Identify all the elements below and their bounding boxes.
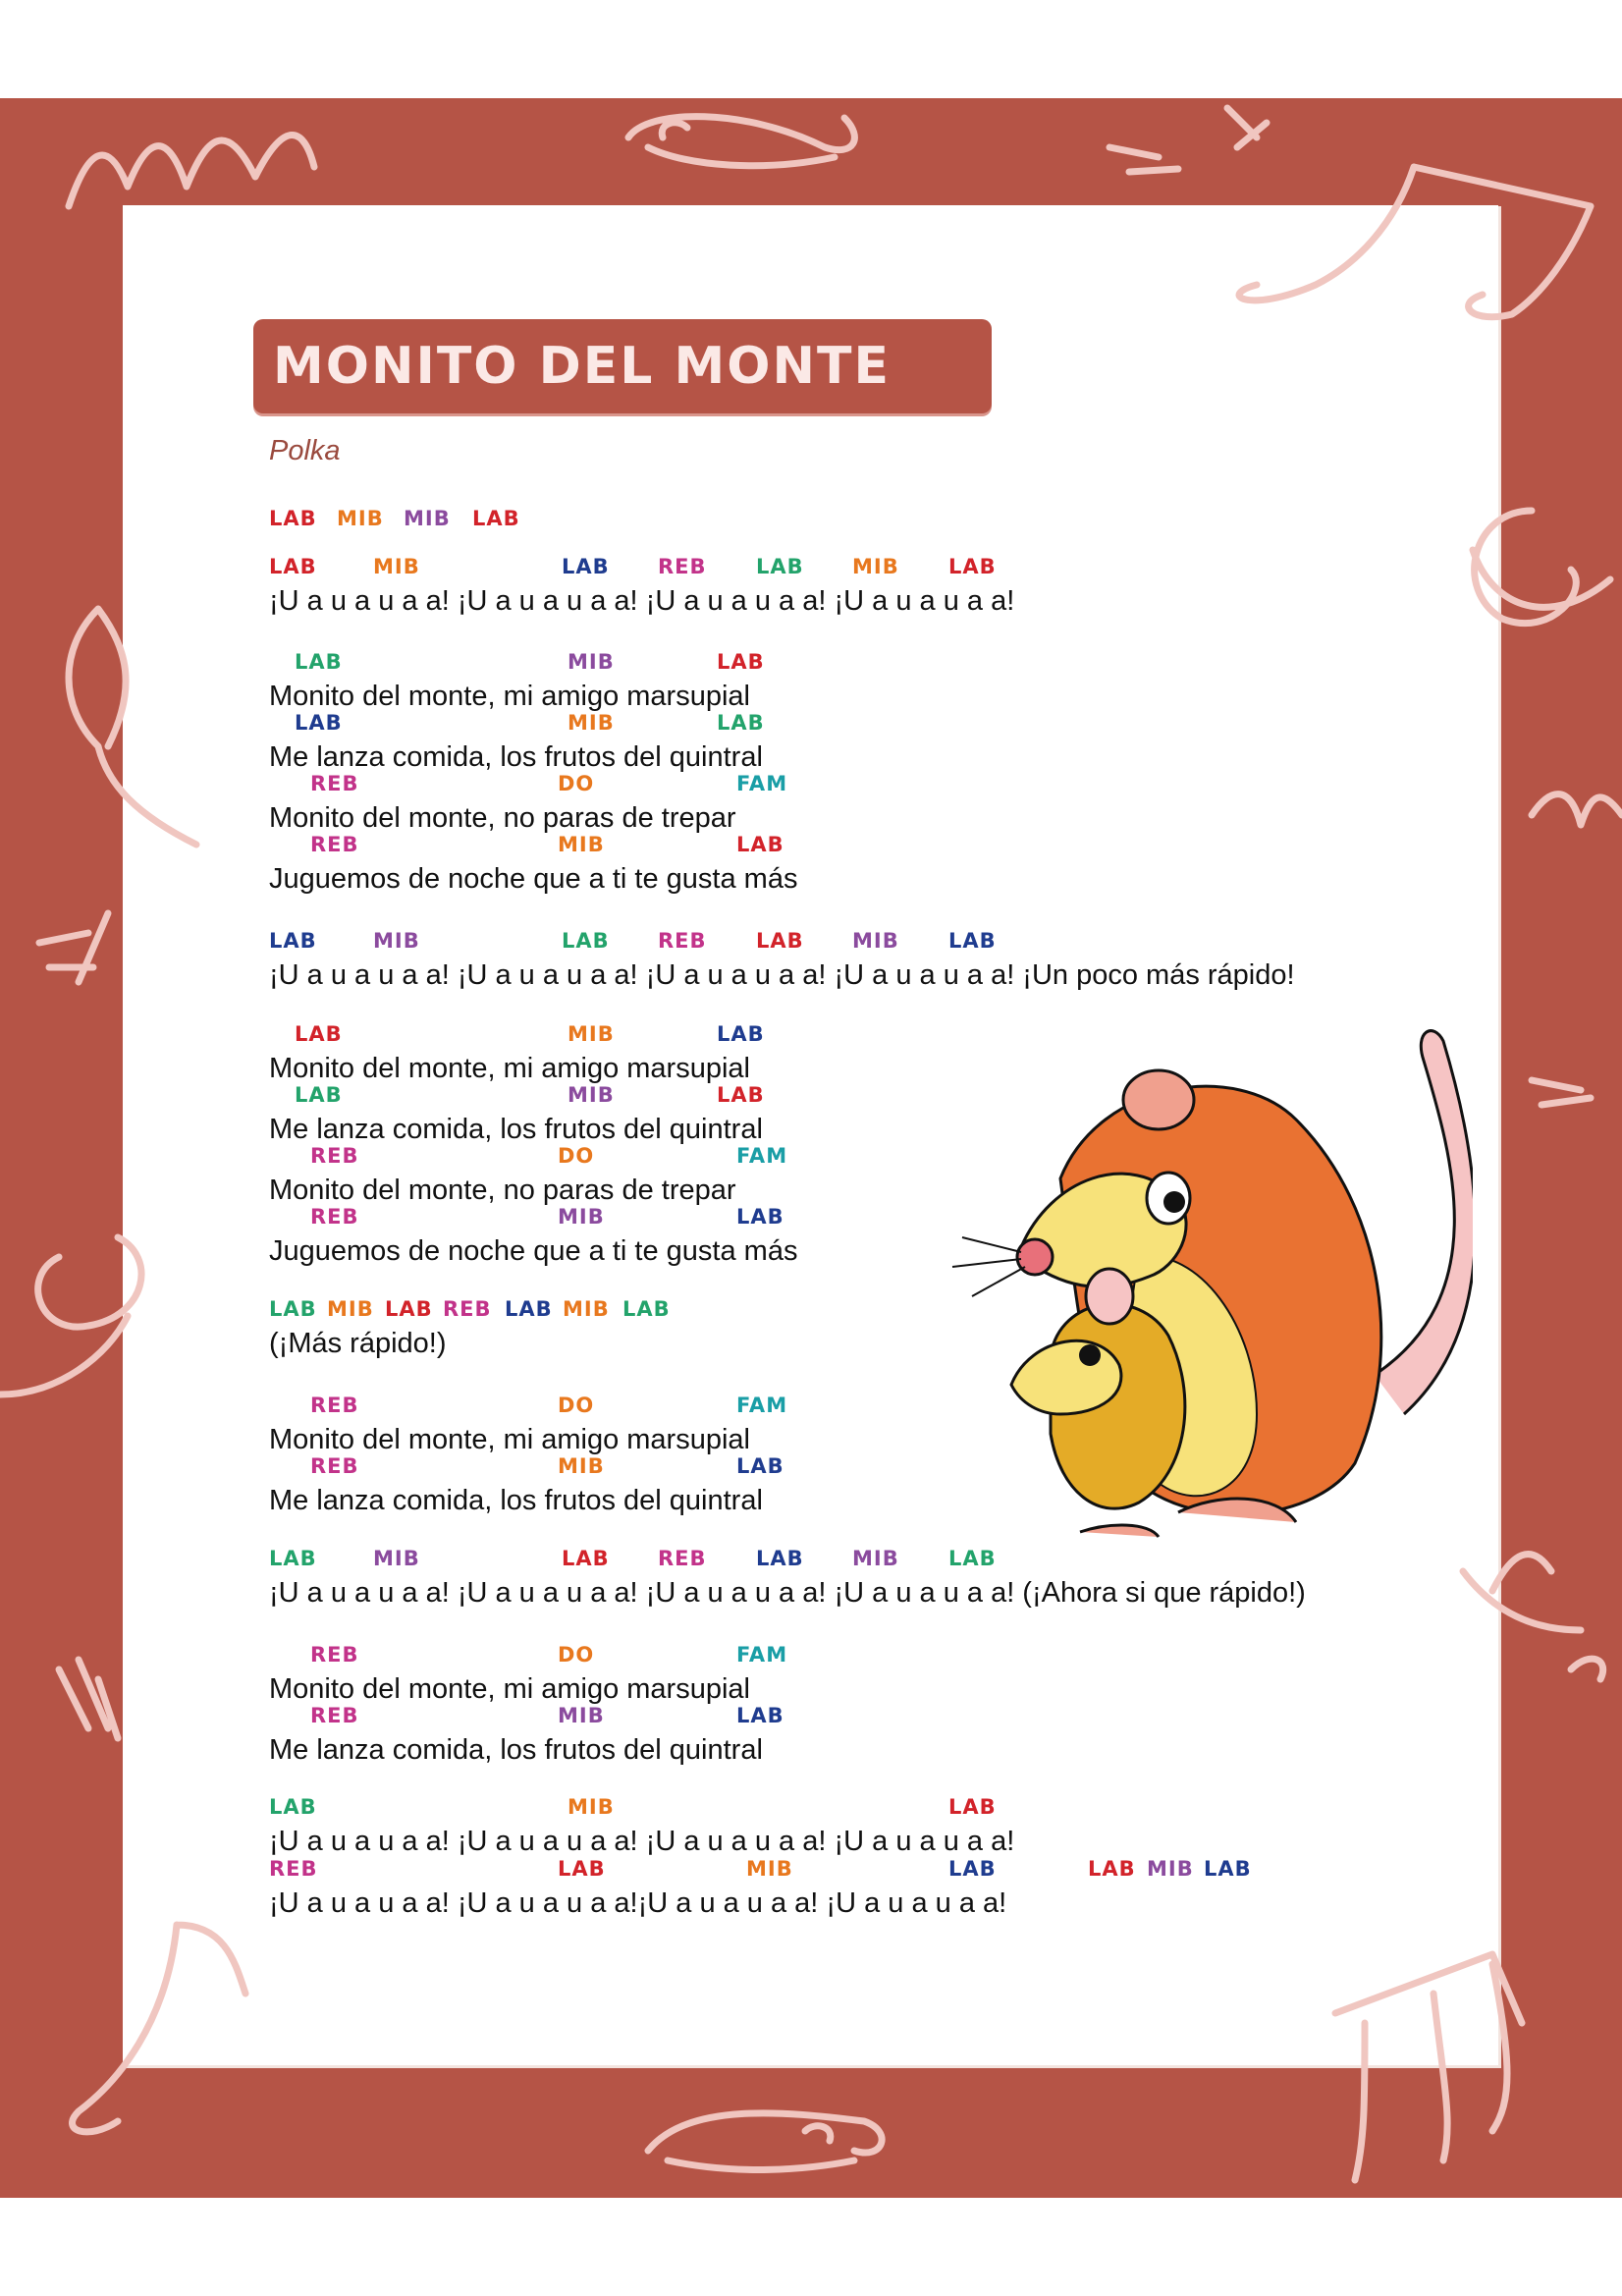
song-style: Polka (269, 435, 341, 466)
chord-label: REB (658, 555, 707, 578)
chord-label: LAB (736, 1205, 784, 1229)
pupil (1163, 1191, 1185, 1213)
chord-label: LAB (295, 1022, 343, 1046)
chord-label: MIB (558, 1205, 605, 1229)
chord-label: LAB (269, 1547, 317, 1570)
chord-label: LAB (295, 650, 343, 674)
chord-label: FAM (736, 772, 788, 795)
lyric-line: Juguemos de noche que a ti te gusta más (269, 1235, 798, 1267)
chord-label: REB (310, 1144, 359, 1168)
baby-face (1011, 1340, 1121, 1414)
chord-label: LAB (269, 1297, 317, 1321)
chord-label: MIB (327, 1297, 374, 1321)
chord-label: MIB (563, 1297, 610, 1321)
chord-label: REB (269, 1857, 318, 1881)
chord-label: MIB (1147, 1857, 1194, 1881)
baby-eye (1079, 1344, 1101, 1366)
lyric-line: Me lanza comida, los frutos del quintral (269, 1114, 763, 1145)
lyric-line: (¡Más rápido!) (269, 1328, 447, 1359)
chord-label: FAM (736, 1643, 788, 1667)
chord-label: LAB (562, 1547, 610, 1570)
ear (1123, 1070, 1194, 1129)
intro-chord: MIB (337, 507, 384, 530)
chord-label: DO (558, 1144, 595, 1168)
chord-label: REB (310, 1643, 359, 1667)
chord-label: LAB (717, 1022, 765, 1046)
chord-label: LAB (948, 1795, 997, 1819)
chord-label: MIB (568, 711, 615, 735)
chord-label: LAB (948, 929, 997, 953)
chord-label: MIB (746, 1857, 793, 1881)
lyric-line: Monito del monte, mi amigo marsupial (269, 681, 750, 712)
chord-label: LAB (385, 1297, 433, 1321)
chord-label: LAB (295, 711, 343, 735)
chord-label: MIB (558, 1454, 605, 1478)
chord-label: DO (558, 772, 595, 795)
page-title: MONITO DEL MONTE (273, 337, 891, 396)
chord-label: LAB (736, 1704, 784, 1727)
intro-chord: LAB (472, 507, 520, 530)
intro-chord: LAB (269, 507, 317, 530)
chord-label: REB (658, 1547, 707, 1570)
chord-label: MIB (568, 1795, 615, 1819)
chord-label: REB (310, 1205, 359, 1229)
lyric-line: Me lanza comida, los frutos del quintral (269, 1734, 763, 1766)
chord-label: MIB (568, 650, 615, 674)
chord-label: LAB (269, 555, 317, 578)
lyric-line: ¡U a u a u a a! ¡U a u a u a a! ¡U a u a u a a! ¡U a u a u a a! ¡Un poco más rápido! (269, 959, 1295, 991)
chord-label: LAB (562, 929, 610, 953)
chord-label: LAB (756, 929, 804, 953)
chord-label: LAB (622, 1297, 671, 1321)
chord-label: FAM (736, 1394, 788, 1417)
chord-label: MIB (373, 929, 420, 953)
chord-label: LAB (736, 1454, 784, 1478)
chord-label: REB (310, 1394, 359, 1417)
lyric-line: Juguemos de noche que a ti te gusta más (269, 863, 798, 895)
lyric-line: Monito del monte, no paras de trepar (269, 802, 736, 834)
chord-label: LAB (562, 555, 610, 578)
chord-label: REB (658, 929, 707, 953)
intro-chord: MIB (404, 507, 451, 530)
chord-label: LAB (1204, 1857, 1252, 1881)
lyric-line: ¡U a u a u a a! ¡U a u a u a a! ¡U a u a u a a! ¡U a u a u a a! (¡Ahora si que rápido!) (269, 1577, 1306, 1609)
lyric-line: Me lanza comida, los frutos del quintral (269, 741, 763, 773)
lyric-line: ¡U a u a u a a! ¡U a u a u a a! ¡U a u a u a a! ¡U a u a u a a! (269, 585, 1015, 617)
chord-label: MIB (568, 1083, 615, 1107)
baby-ear (1086, 1269, 1133, 1324)
chord-label: MIB (558, 1704, 605, 1727)
lyric-line: Monito del monte, no paras de trepar (269, 1175, 736, 1206)
chord-label: LAB (295, 1083, 343, 1107)
chord-label: LAB (717, 711, 765, 735)
chord-label: LAB (736, 833, 784, 856)
lyric-line: Monito del monte, mi amigo marsupial (269, 1424, 750, 1455)
chord-label: MIB (852, 929, 899, 953)
monito-del-monte-illustration (943, 1002, 1473, 1552)
chord-label: MIB (852, 555, 899, 578)
chord-label: MIB (558, 833, 605, 856)
lyric-line: Me lanza comida, los frutos del quintral (269, 1485, 763, 1516)
chord-label: LAB (948, 1547, 997, 1570)
chord-label: LAB (558, 1857, 606, 1881)
chord-label: MIB (568, 1022, 615, 1046)
chord-label: REB (310, 1704, 359, 1727)
nose (1017, 1239, 1053, 1275)
chord-label: REB (310, 833, 359, 856)
chord-label: FAM (736, 1144, 788, 1168)
chord-label: LAB (269, 1795, 317, 1819)
chord-label: REB (310, 772, 359, 795)
chord-label: DO (558, 1643, 595, 1667)
chord-label: LAB (948, 555, 997, 578)
chord-label: MIB (852, 1547, 899, 1570)
chord-label: REB (310, 1454, 359, 1478)
chord-label: MIB (373, 555, 420, 578)
chord-label: LAB (717, 650, 765, 674)
chord-label: MIB (373, 1547, 420, 1570)
lyric-line: Monito del monte, mi amigo marsupial (269, 1053, 750, 1084)
chord-label: LAB (948, 1857, 997, 1881)
chord-label: DO (558, 1394, 595, 1417)
chord-label: LAB (1088, 1857, 1136, 1881)
chord-label: LAB (717, 1083, 765, 1107)
lyric-line: ¡U a u a u a a! ¡U a u a u a a! ¡U a u a u a a! ¡U a u a u a a! (269, 1826, 1015, 1857)
chord-label: REB (443, 1297, 492, 1321)
lyric-line: ¡U a u a u a a! ¡U a u a u a a!¡U a u a u a a! ¡U a u a u a a! (269, 1887, 1007, 1919)
chord-label: LAB (269, 929, 317, 953)
whiskers (952, 1237, 1025, 1296)
chord-label: LAB (756, 555, 804, 578)
lyric-line: Monito del monte, mi amigo marsupial (269, 1673, 750, 1705)
chord-label: LAB (756, 1547, 804, 1570)
chord-label: LAB (505, 1297, 553, 1321)
tail (1375, 1031, 1473, 1414)
